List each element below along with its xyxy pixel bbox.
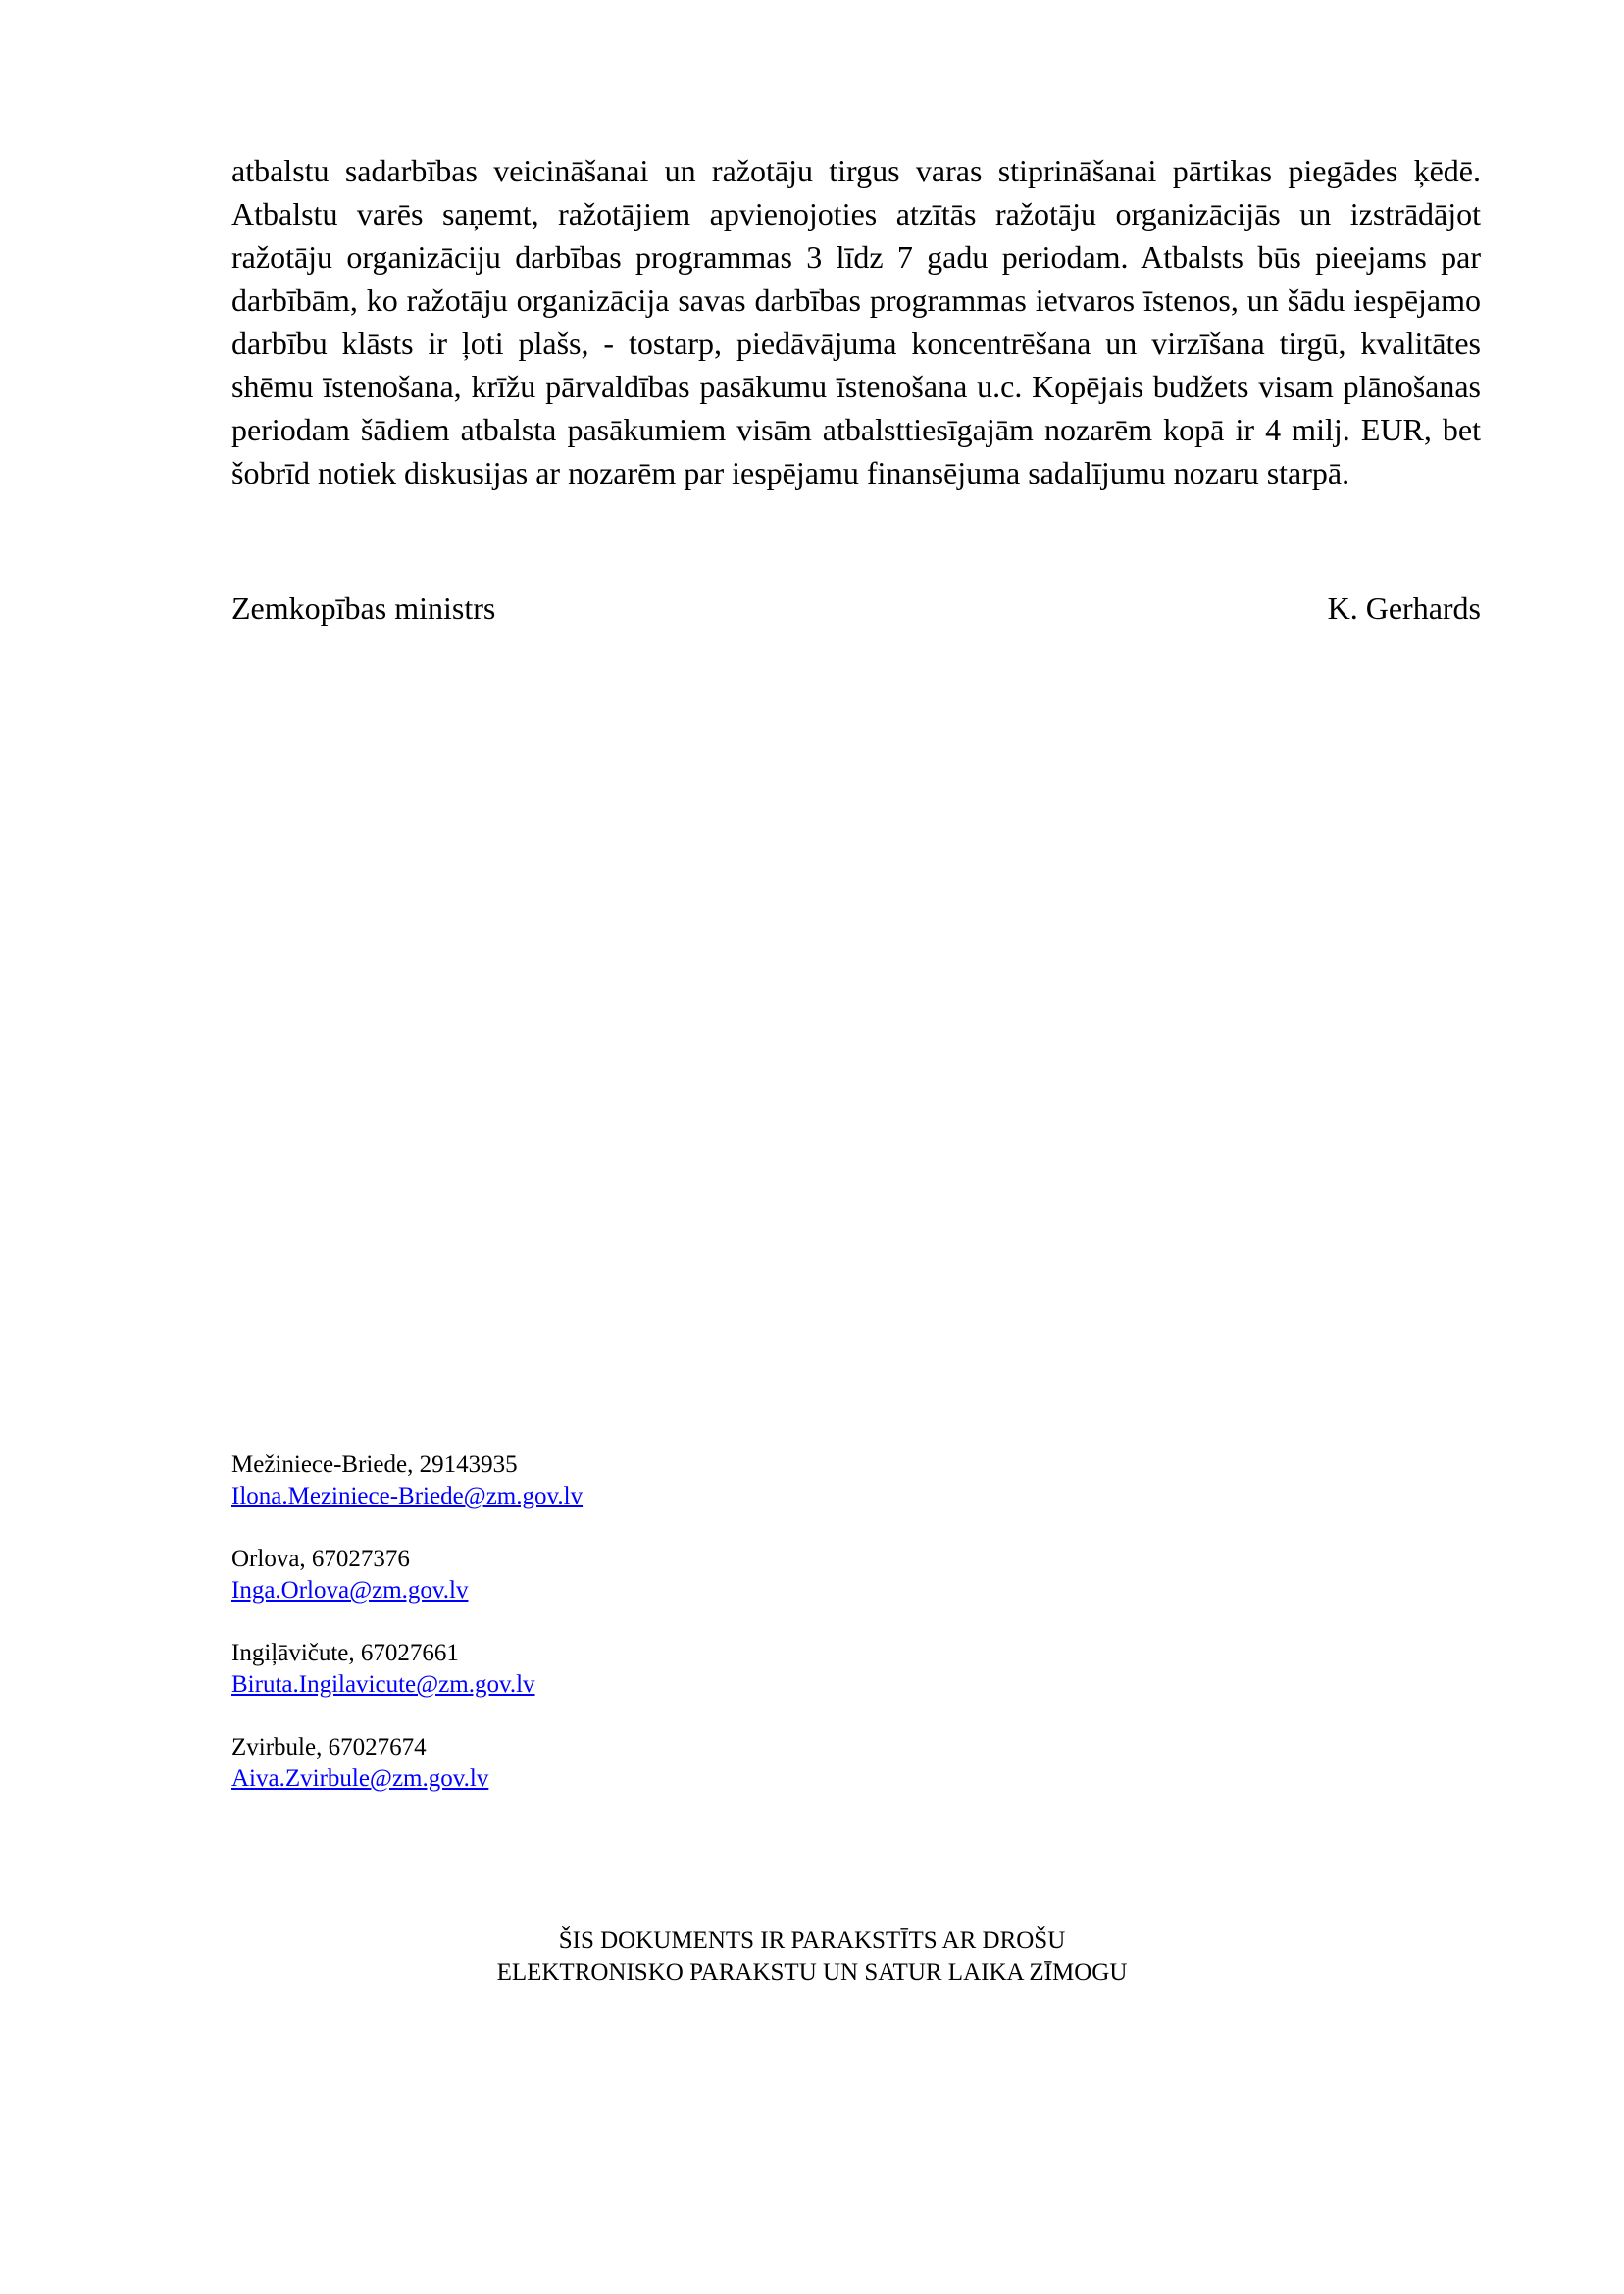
contact-email-link[interactable]: Biruta.Ingilavicute@zm.gov.lv [231, 1671, 535, 1698]
signatory-name: K. Gerhards [1327, 590, 1481, 626]
notice-line-2: ELEKTRONISKO PARAKSTU UN SATUR LAIKA ZĪMOGU [496, 1960, 1128, 1986]
body-paragraph [231, 149, 1481, 494]
notice-line-1: ŠIS DOKUMENTS IR PARAKSTĪTS AR DROŠU [558, 1927, 1066, 1954]
body-line-5: darbību klāsts ir ļoti plašs, - tostarp, piedāvājuma koncentrēšana un virzīšana tirgū, kvalitātes [231, 326, 1481, 361]
contact-name-phone: Orlova, 67027376 [231, 1546, 410, 1572]
body-line-3: ražotāju organizāciju darbības programmas 3 līdz 7 gadu periodam. Atbalsts būs pieejams par [231, 239, 1481, 275]
contact-entry [231, 1544, 583, 1606]
electronic-signature-notice [0, 1924, 1624, 1989]
body-line-2: Atbalstu varēs saņemt, ražotājiem apvienojoties atzītās ražotāju organizācijās un izstrādājot [231, 196, 1481, 231]
contact-entry [231, 1638, 583, 1701]
contact-name-phone: Ingiļāvičute, 67027661 [231, 1640, 459, 1666]
body-line-7: periodam šādiem atbalsta pasākumiem visām atbalsttiesīgajām nozarēm kopā ir 4 milj. EUR, bet [231, 412, 1481, 447]
contact-entry [231, 1732, 583, 1795]
body-line-6: shēmu īstenošana, krīžu pārvaldības pasākumu īstenošana u.c. Kopējais budžets visam plānošanas [231, 369, 1481, 404]
contact-email-link[interactable]: Aiva.Zvirbule@zm.gov.lv [231, 1765, 489, 1792]
contact-name-phone: Mežiniece-Briede, 29143935 [231, 1452, 518, 1478]
contact-email-link[interactable]: Inga.Orlova@zm.gov.lv [231, 1577, 469, 1604]
contact-name-phone: Zvirbule, 67027674 [231, 1734, 427, 1760]
signatory-position: Zemkopības ministrs [231, 590, 496, 626]
contacts-list [231, 1450, 583, 1826]
signature-block [231, 586, 1481, 630]
body-line-8: šobrīd notiek diskusijas ar nozarēm par iespējamu finansējuma sadalījumu nozaru starpā. [231, 455, 1350, 490]
contact-entry [231, 1450, 583, 1512]
contact-email-link[interactable]: Ilona.Meziniece-Briede@zm.gov.lv [231, 1483, 584, 1509]
body-line-1: atbalstu sadarbības veicināšanai un ražotāju tirgus varas stiprināšanai pārtikas piegādes ķēdē. [231, 153, 1481, 188]
body-line-4: darbībām, ko ražotāju organizācija savas darbības programmas ietvaros īstenos, un šādu iespējamo [231, 282, 1481, 318]
